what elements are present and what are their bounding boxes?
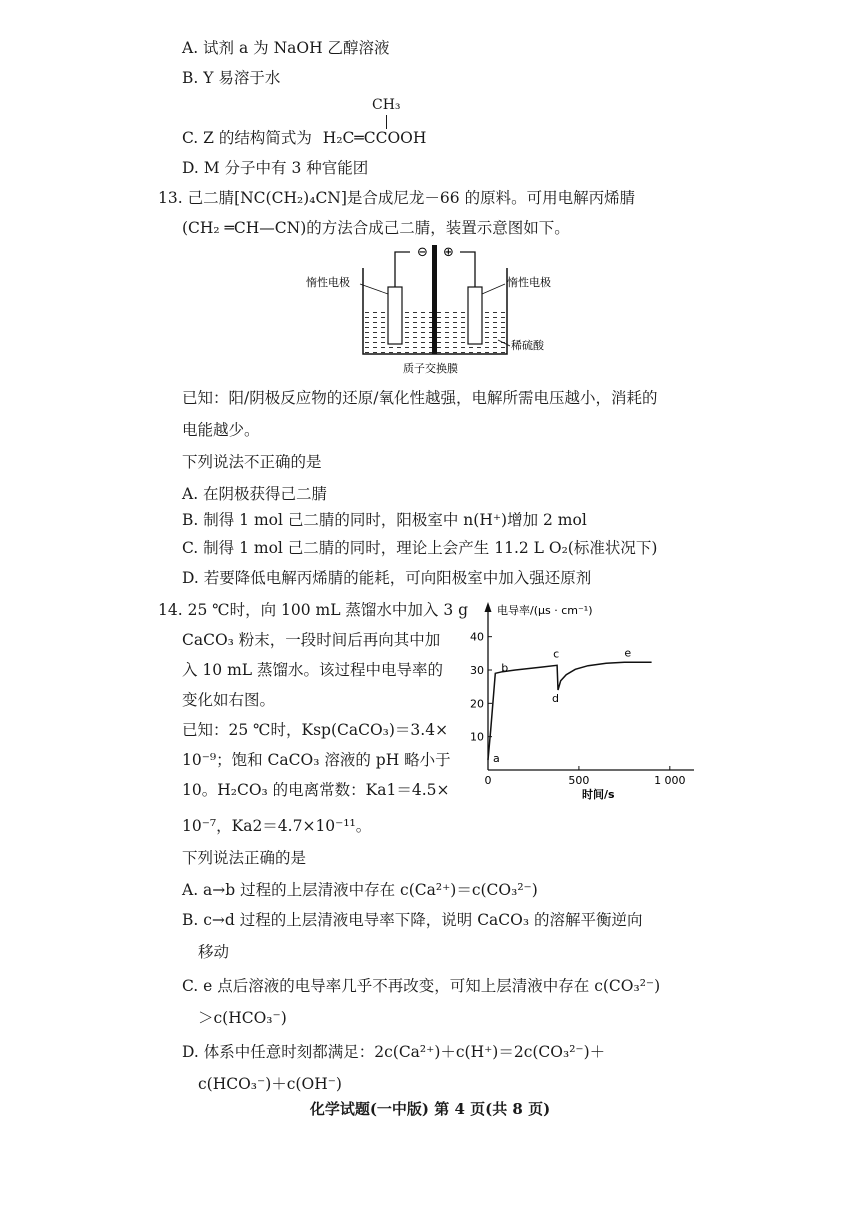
q12-option-c-formula: H₂C═CCOOH (322, 129, 427, 147)
q13-option-d: D. 若要降低电解丙烯腈的能耗，可向阳极室中加入强还原剂 (182, 569, 592, 587)
q13-stem-line1: 13. 己二腈[NC(CH₂)₄CN]是合成尼龙－66 的原料。可用电解丙烯腈 (158, 189, 636, 207)
q14-stem-line1: 14. 25 ℃时，向 100 mL 蒸馏水中加入 3 g (158, 601, 469, 619)
y-tick-label-20: 20 (470, 697, 484, 711)
q14-option-a: A. a→b 过程的上层清液中存在 c(Ca²⁺)＝c(CO₃²⁻) (182, 881, 538, 899)
q14-option-b-line1: B. c→d 过程的上层清液电导率下降，说明 CaCO₃ 的溶解平衡逆向 (182, 911, 643, 929)
q13-option-c: C. 制得 1 mol 己二腈的同时，理论上会产生 11.2 L O₂(标准状况下) (182, 539, 658, 557)
membrane-label: 质子交换膜 (403, 362, 458, 375)
q13-known-line1: 已知：阳/阴极反应物的还原/氧化性越强，电解所需电压越小，消耗的 (182, 389, 658, 407)
q13-option-b: B. 制得 1 mol 己二腈的同时，阳极室中 n(H⁺)增加 2 mol (182, 511, 587, 529)
conductivity-chart (452, 598, 702, 803)
q12-option-b: B. Y 易溶于水 (182, 69, 281, 87)
wire-left (395, 252, 410, 287)
q12-option-d: D. M 分子中有 3 种官能团 (182, 159, 369, 177)
q14-known-line3: 10。H₂CO₃ 的电离常数：Ka1＝4.5× (182, 781, 450, 799)
point-label-e: e (624, 646, 632, 660)
q14-option-d-line2: c(HCO₃⁻)＋c(OH⁻) (198, 1075, 342, 1093)
q13-known-line2: 电能越少。 (182, 421, 260, 439)
chart-axes (485, 602, 695, 770)
q12-bond-line (386, 115, 387, 129)
minus-terminal: ⊖ (417, 245, 428, 260)
x-tick-label-0: 0 (484, 774, 492, 787)
q14-stem-line4: 变化如右图。 (182, 691, 276, 709)
x-axis-label: 时间/s (582, 788, 615, 801)
point-label-a: a (493, 752, 500, 765)
point-label-d: d (552, 692, 559, 705)
left-electrode (388, 287, 402, 344)
chart-point-labels (493, 646, 631, 765)
point-label-c: c (553, 647, 560, 661)
q12-methyl-group: CH₃ (372, 97, 401, 113)
q12-option-c (182, 128, 426, 148)
q14-option-c-line2: ＞c(HCO₃⁻) (198, 1009, 287, 1027)
wire-right (460, 252, 475, 287)
q14-known-line2: 10⁻⁹；饱和 CaCO₃ 溶液的 pH 略小于 (182, 751, 451, 769)
q13-option-a: A. 在阴极获得己二腈 (182, 485, 328, 503)
q13-stem-line2: (CH₂ ═CH—CN)的方法合成己二腈，装置示意图如下。 (182, 219, 570, 237)
right-electrode (468, 287, 482, 344)
y-axis-arrow (485, 602, 492, 612)
x-tick-label-1000: 1 000 (654, 774, 686, 787)
q14-option-b-line2: 移动 (198, 943, 230, 961)
page-footer: 化学试题(一中版) 第 4 页(共 8 页) (309, 1100, 551, 1118)
y-tick-label-10: 10 (470, 730, 484, 744)
q14-known-line4: 10⁻⁷，Ka2＝4.7×10⁻¹¹。 (182, 817, 372, 835)
q14-option-c-line1: C. e 点后溶液的电导率几乎不再改变，可知上层清液中存在 c(CO₃²⁻) (182, 977, 661, 995)
q12-option-a: A. 试剂 a 为 NaOH 乙醇溶液 (182, 39, 390, 57)
q14-question: 下列说法正确的是 (182, 849, 307, 867)
q14-known-line1: 已知：25 ℃时，Ksp(CaCO₃)＝3.4× (182, 721, 449, 739)
right-electrode-label: 惰性电极 (507, 276, 551, 289)
point-label-b: b (501, 661, 509, 675)
y-tick-label-30: 30 (470, 664, 484, 677)
left-electrode-label: 惰性电极 (306, 276, 350, 289)
x-tick-label-500: 500 (568, 774, 590, 787)
q14-stem-line2: CaCO₃ 粉末，一段时间后再向其中加 (182, 631, 441, 649)
q13-question: 下列说法不正确的是 (182, 453, 322, 471)
q14-stem-line3: 入 10 mL 蒸馏水。该过程中电导率的 (182, 661, 443, 679)
plus-terminal: ⊕ (443, 245, 454, 260)
y-tick-label-40: 40 (470, 630, 484, 644)
conductivity-curve (488, 662, 652, 760)
q12-option-c-prefix: C. Z 的结构简式为 (182, 129, 312, 147)
y-axis-label: 电导率/(μs · cm⁻¹) (497, 604, 593, 617)
chart-ticks (470, 631, 686, 787)
acid-label: 稀硫酸 (511, 339, 544, 352)
proton-exchange-membrane (432, 245, 437, 354)
q14-option-d-line1: D. 体系中任意时刻都满足：2c(Ca²⁺)＋c(H⁺)＝2c(CO₃²⁻)＋ (182, 1043, 606, 1061)
electrolysis-diagram (300, 240, 570, 380)
